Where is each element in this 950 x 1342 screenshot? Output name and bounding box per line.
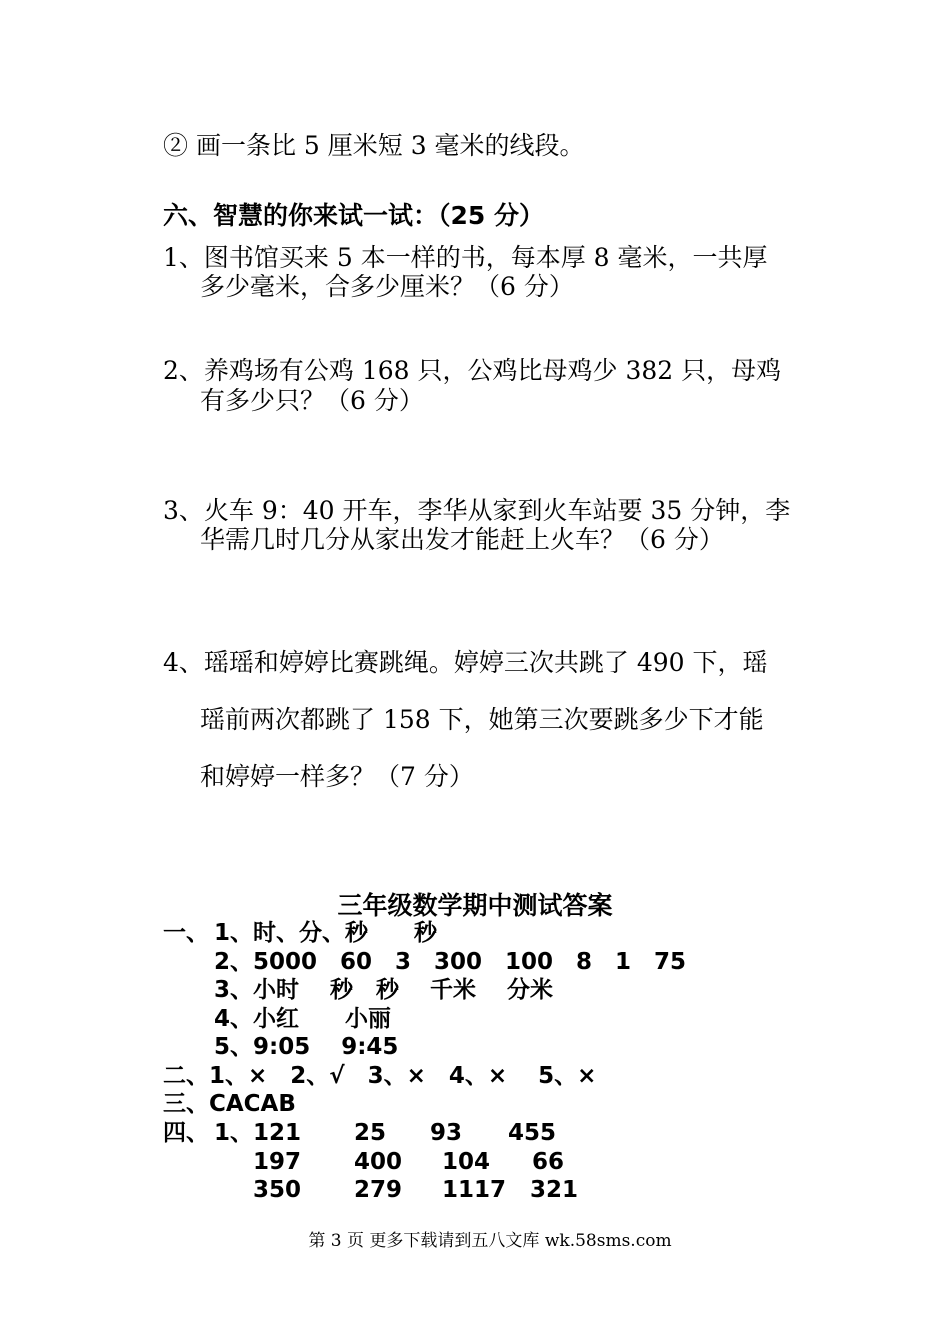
answers-section-3: 三、CACAB [163, 1091, 296, 1117]
answers-s1-item-4: 4、小红 小丽 [214, 1006, 392, 1032]
answers-s4-row-3-col-4: 321 [530, 1177, 579, 1203]
section-6-title: 六、智慧的你来试一试：（25 分） [163, 201, 544, 230]
problem-3-line-1: 3、火车 9：40 开车，李华从家到火车站要 35 分钟，李 [163, 496, 791, 525]
draw-task: ② 画一条比 5 厘米短 3 毫米的线段。 [163, 131, 585, 160]
problem-4-line-3: 和婷婷一样多？（7 分） [200, 762, 474, 791]
problem-2-line-2: 有多少只？（6 分） [200, 386, 424, 415]
answers-s4-row-1-col-1: 1、121 [214, 1120, 302, 1146]
answers-title: 三年级数学期中测试答案 [337, 891, 613, 920]
answers-s1-item-3: 3、小时 秒 秒 千米 分米 [214, 977, 554, 1003]
answers-s4-row-2-col-4: 66 [532, 1149, 565, 1175]
answers-section-2: 二、1、× 2、√ 3、× 4、× 5、× [163, 1063, 597, 1089]
problem-2-line-1: 2、养鸡场有公鸡 168 只，公鸡比母鸡少 382 只，母鸡 [163, 356, 782, 385]
problem-3-line-2: 华需几时几分从家出发才能赶上火车？（6 分） [200, 525, 724, 554]
answers-s1-item-5: 5、9:05 9:45 [214, 1034, 399, 1060]
answers-s4-row-2-col-3: 104 [442, 1149, 491, 1175]
answers-s4-row-2-col-2: 400 [354, 1149, 403, 1175]
answers-s1-item-2: 2、5000 60 3 300 100 8 1 75 [214, 949, 687, 975]
problem-4-line-2: 瑶前两次都跳了 158 下，她第三次要跳多少下才能 [200, 705, 764, 734]
answers-s4-row-2-col-1: 197 [253, 1149, 302, 1175]
answers-s4-row-1-col-3: 93 [430, 1120, 463, 1146]
answers-s4-prefix: 四、 [163, 1120, 209, 1146]
answers-s1-item-1: 1、时、分、秒 秒 [214, 920, 438, 946]
page-footer: 第 3 页 更多下载请到五八文库 wk.58sms.com [308, 1231, 672, 1251]
answers-s4-row-1-col-4: 455 [508, 1120, 557, 1146]
problem-1-line-2: 多少毫米，合多少厘米？（6 分） [200, 272, 574, 301]
problem-1-line-1: 1、图书馆买来 5 本一样的书，每本厚 8 毫米，一共厚 [163, 243, 768, 272]
answers-s4-row-1-col-2: 25 [354, 1120, 387, 1146]
answers-s4-row-3-col-3: 1117 [442, 1177, 507, 1203]
answers-s4-row-3-col-2: 279 [354, 1177, 403, 1203]
answers-s1-prefix: 一、 [163, 920, 209, 946]
problem-4-line-1: 4、瑶瑶和婷婷比赛跳绳。婷婷三次共跳了 490 下，瑶 [163, 648, 768, 677]
answers-s4-row-3-col-1: 350 [253, 1177, 302, 1203]
